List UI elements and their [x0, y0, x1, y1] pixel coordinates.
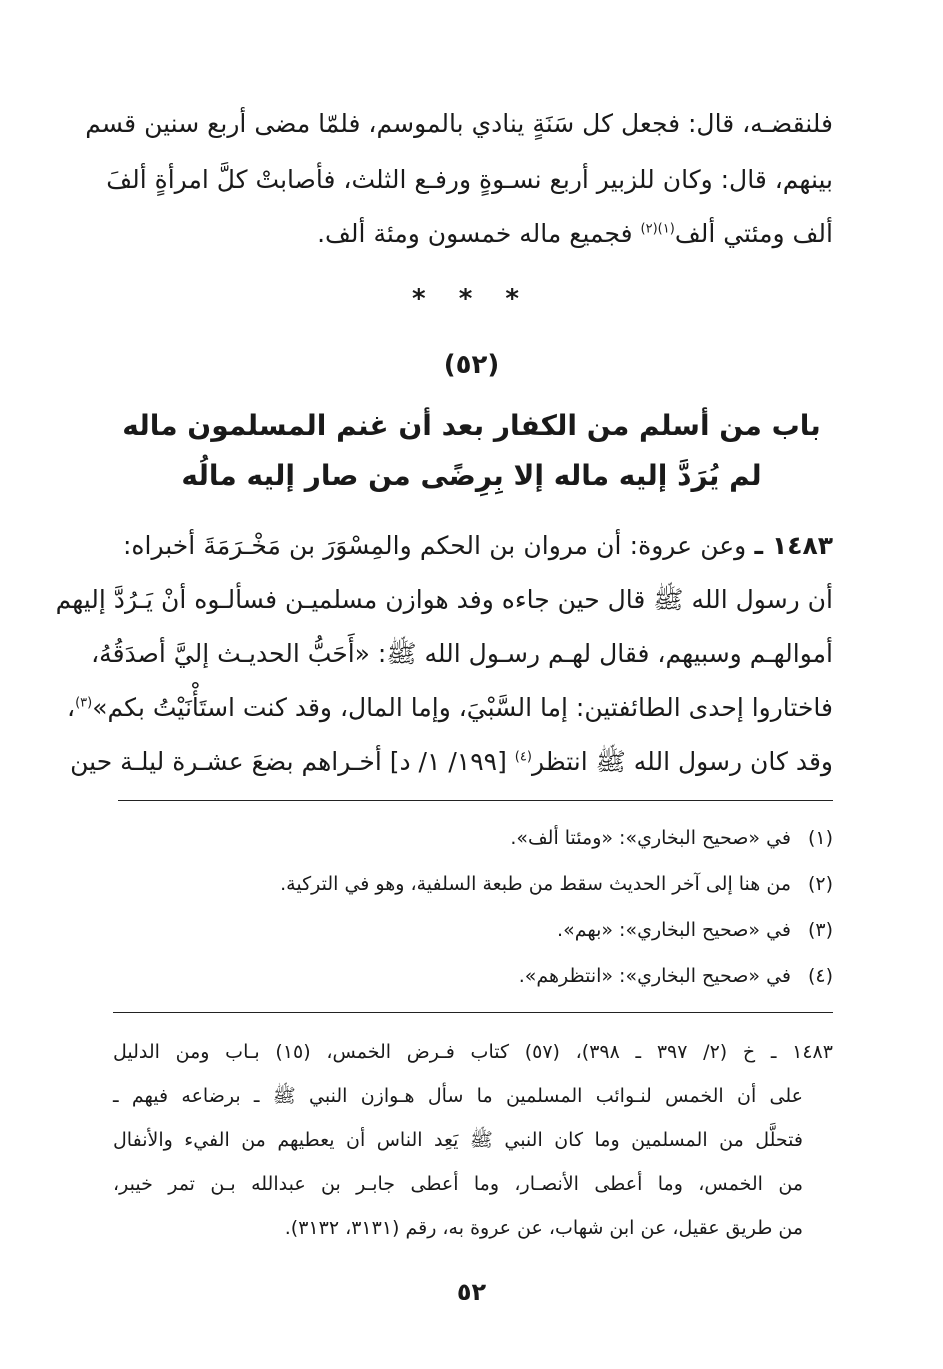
- footnote-2: [123, 868, 833, 900]
- hadith-line-4-end: ،: [67, 693, 76, 722]
- hadith-line-2: أن رسول الله ﷺ قال حين جاءه وفد هوازن مسلميـن فسألـوه أنْ يَـرُدَّ إليهم: [55, 585, 833, 614]
- top-paragraph-line-2: بينهم، قال: وكان للزبير أربع نسـوةٍ ورفـع الثلث، فأصابتْ كلَّ امرأةٍ ألفَ: [106, 165, 833, 194]
- chapter-title-line-1: باب من أسلم من الكفار بعد أن غنم المسلمون ماله: [122, 409, 821, 442]
- page-number: ٥٢: [456, 1278, 487, 1306]
- hadith-line-1: [123, 526, 833, 568]
- footnote-4: [123, 960, 833, 992]
- top-paragraph-line-3-end: فجميع ماله خمسون ومئة ألف.: [317, 219, 641, 248]
- takhrij-line-1: ١٤٨٣ ـ خ (٢/ ٣٩٧ ـ ٣٩٨)، (٥٧) كتاب فـرض الخمس، (١٥) بـاب ومن الدليل: [113, 1041, 833, 1063]
- footnote-4-number: (٤): [807, 965, 833, 987]
- top-paragraph-line-3-start: ألف ومئتي ألف: [674, 219, 833, 248]
- footnote-1-text: في «صحيح البخاري»: «ومئتا ألف».: [510, 827, 791, 849]
- takhrij-line-5: من طريق عقيل، عن ابن شهاب، عن عروة به، رقم (٣١٣١، ٣١٣٢).: [284, 1217, 803, 1239]
- takhrij-line-3: فتحلَّل من المسلمين وما كان النبي ﷺ يَعِد الناس أن يعطيهم من الفيء والأنفال: [113, 1129, 803, 1151]
- hadith-line-1-text: وعن عروة: أن مروان بن الحكم والمِسْوَرَ بن مَخْـرَمَةَ أخبراه:: [123, 531, 747, 560]
- hadith-line-4: [67, 688, 833, 730]
- footnote-3-text: في «صحيح البخاري»: «بهم».: [557, 919, 791, 941]
- top-paragraph-line-3: [123, 214, 833, 256]
- footnote-rule: [118, 800, 833, 801]
- section-separator: * * *: [412, 284, 531, 314]
- hadith-line-5-text: وقد كان رسول الله ﷺ انتظر: [531, 747, 833, 776]
- chapter-title-line-2: لم يُرَدَّ إليه ماله إلا بِرِضًى من صار إليه مالُه: [181, 459, 762, 492]
- footnote-marks-1-2: (١)(٢): [640, 221, 675, 237]
- footnote-3-number: (٣): [807, 919, 833, 941]
- takhrij-line-2: على أن الخمس لنـوائب المسلمين ما سأل هـوازن النبي ﷺ ـ برضاعه فيهم ـ: [113, 1085, 803, 1107]
- hadith-line-3: أموالهـم وسبيهم، فقال لهـم رسـول الله ﷺ: «أَحَبُّ الحديـث إليَّ أصدَقُهُ،: [91, 639, 833, 668]
- hadith-number: ١٤٨٣ ـ: [754, 531, 833, 560]
- footnote-mark-3: (٣): [75, 695, 93, 711]
- hadith-line-4-text: فاختاروا إحدى الطائفتين: إما السَّبْيَ، وإما المال، وقد كنت استَأْنَيْتُ بكم»: [92, 693, 833, 722]
- footnote-2-text: من هنا إلى آخر الحديث سقط من طبعة السلفية، وهو في التركية.: [280, 873, 791, 895]
- chapter-number: (٥٢): [443, 350, 500, 380]
- top-paragraph-line-1: فلنقضـه، قال: فجعل كل سَنَةٍ ينادي بالموسم، فلمّا مضى أربع سنين قسم: [85, 109, 833, 138]
- footnote-1-number: (١): [807, 827, 833, 849]
- takhrij-rule: [113, 1012, 833, 1013]
- footnote-2-number: (٢): [807, 873, 833, 895]
- hadith-line-5-end: [١٩٩/ ١/ د] أخـراهم بضعَ عشـرة ليلـة حين: [70, 747, 515, 776]
- footnote-4-text: في «صحيح البخاري»: «انتظرهم».: [518, 965, 791, 987]
- hadith-line-5: [70, 742, 833, 784]
- footnote-mark-4: (٤): [514, 749, 532, 765]
- takhrij-line-4: من الخمس، وما أعطى الأنصـار، وما أعطى جابـر بن عبدالله بـن تمر خيبر،: [113, 1173, 803, 1195]
- footnote-3: [123, 914, 833, 946]
- footnote-1: [123, 822, 833, 854]
